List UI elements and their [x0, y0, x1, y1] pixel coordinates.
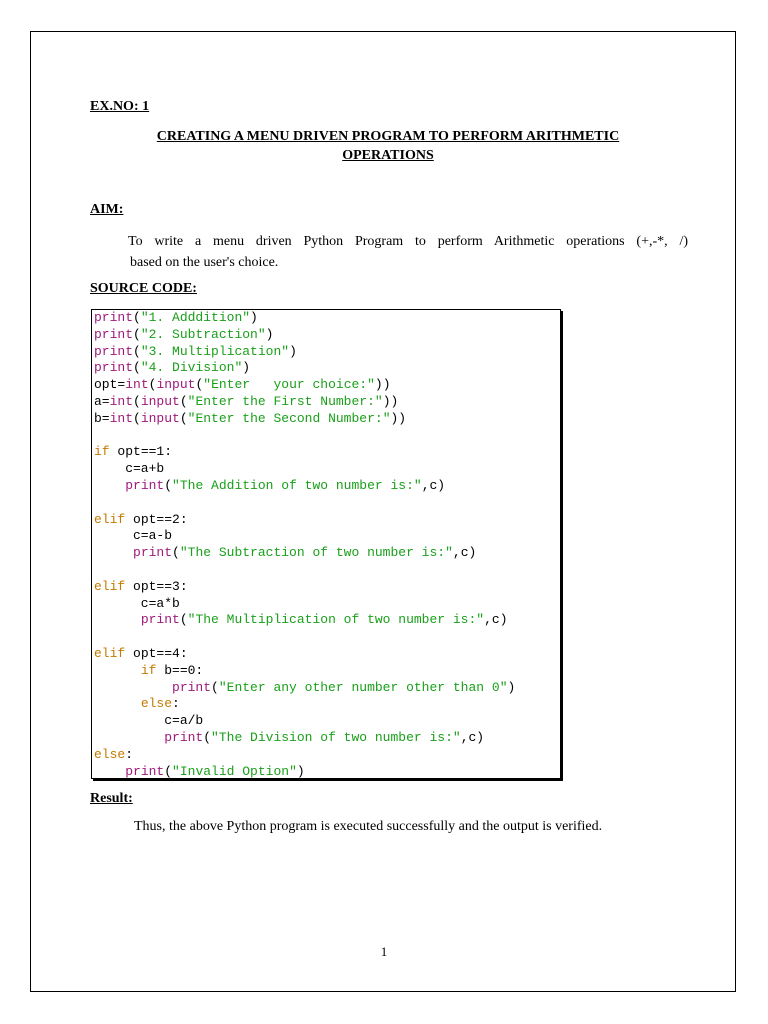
code-line	[94, 360, 515, 377]
code-token: "Enter your choice:"	[203, 377, 375, 393]
code-token: c=a/b	[94, 713, 204, 729]
code-token: int	[109, 410, 134, 426]
code-line	[94, 713, 515, 730]
code-line	[94, 428, 515, 445]
code-token: int	[125, 377, 149, 393]
code-token: opt==3:	[125, 578, 188, 594]
document-title	[90, 127, 686, 165]
code-token: ,c)	[460, 729, 485, 745]
code-token: "4. Division"	[140, 360, 243, 376]
source-code	[94, 310, 515, 780]
code-token	[94, 612, 141, 627]
code-token: "The Addition of two number is:"	[172, 477, 422, 493]
title-line-1: CREATING A MENU DRIVEN PROGRAM TO PERFORM ARITHMETIC	[156, 129, 620, 144]
code-token: elif	[94, 578, 126, 594]
code-token: (	[164, 763, 173, 779]
code-line	[94, 327, 515, 344]
source-code-box	[91, 309, 561, 779]
code-token: print	[172, 679, 212, 695]
result-text: Thus, the above Python program is executed successfully and the output is verified.	[134, 819, 603, 834]
code-token: "1. Adddition"	[140, 310, 251, 325]
source-code-heading: SOURCE CODE:	[90, 281, 197, 296]
code-token: "2. Subtraction"	[140, 326, 266, 342]
code-token: "The Subtraction of two number is:"	[179, 545, 453, 561]
code-token: "3. Multiplication"	[140, 343, 290, 359]
code-token: "Invalid Option"	[172, 763, 297, 779]
code-line	[94, 612, 515, 629]
code-token: opt==1:	[109, 444, 173, 460]
code-line	[94, 461, 515, 478]
code-line	[94, 663, 515, 680]
code-token: else	[94, 746, 126, 762]
code-token	[94, 696, 141, 711]
code-token: (	[203, 729, 212, 745]
code-line	[94, 545, 515, 562]
code-token: )	[289, 343, 297, 359]
code-token: (	[133, 343, 141, 359]
code-token: (	[179, 393, 188, 409]
code-token	[94, 764, 125, 779]
code-token: (	[179, 410, 188, 426]
code-token: :	[125, 746, 134, 762]
code-token: ,c)	[452, 545, 477, 561]
code-token: b==0:	[156, 662, 204, 678]
code-token: print	[94, 360, 134, 376]
code-token: (	[172, 545, 180, 561]
code-line	[94, 411, 515, 428]
code-token	[94, 545, 133, 560]
code-token: print	[94, 343, 134, 359]
code-token	[94, 730, 164, 745]
code-token: :	[172, 696, 180, 712]
code-token: opt==2:	[125, 511, 188, 527]
code-token: b=	[94, 410, 110, 426]
code-line	[94, 344, 515, 361]
code-token: if	[94, 444, 110, 460]
code-token: "Enter the Second Number:"	[187, 410, 391, 426]
code-token: c=a+b	[94, 461, 165, 477]
code-line	[94, 562, 515, 579]
code-line	[94, 377, 515, 394]
code-token: (	[195, 377, 204, 393]
code-token: print	[94, 326, 134, 342]
code-token: )	[296, 763, 305, 779]
code-token: "The Division of two number is:"	[211, 729, 461, 745]
code-token: opt=	[94, 377, 126, 393]
code-token: int	[109, 393, 134, 409]
result-heading: Result:	[90, 791, 133, 806]
code-token: elif	[94, 645, 126, 661]
code-token: )	[507, 679, 516, 695]
aim-line-2: based on the user's choice.	[130, 255, 279, 270]
code-token: ))	[390, 410, 407, 426]
code-token: (	[133, 326, 141, 342]
code-token: input	[140, 393, 180, 409]
code-token: ))	[382, 393, 399, 409]
code-line	[94, 596, 515, 613]
aim-heading: AIM:	[90, 202, 124, 217]
code-token: (	[133, 360, 141, 376]
code-line	[94, 629, 515, 646]
code-line	[94, 730, 515, 747]
code-token: print	[125, 763, 165, 779]
code-token: "Enter any other number other than 0"	[218, 679, 508, 695]
code-token: (	[148, 377, 157, 393]
code-line	[94, 764, 515, 781]
code-token: ,c)	[421, 477, 446, 493]
code-token: c=a*b	[94, 595, 180, 611]
title-line-2: OPERATIONS	[342, 148, 434, 163]
code-token: (	[133, 310, 141, 325]
code-token: )	[250, 310, 258, 325]
code-token: )	[265, 326, 274, 342]
code-line	[94, 528, 515, 545]
code-token: input	[140, 410, 180, 426]
code-token: print	[140, 612, 180, 628]
code-token: "The Multiplication of two number is:"	[187, 612, 485, 628]
code-token: )	[242, 360, 251, 376]
code-line	[94, 310, 515, 327]
code-line	[94, 478, 515, 495]
exercise-number: EX.NO: 1	[90, 99, 150, 114]
code-token: "Enter the First Number:"	[187, 393, 383, 409]
code-token: print	[133, 545, 173, 561]
code-line	[94, 512, 515, 529]
code-line	[94, 696, 515, 713]
code-token: print	[125, 477, 165, 493]
code-token: (	[164, 477, 173, 493]
code-token: ))	[374, 377, 391, 393]
code-token: (	[133, 393, 141, 409]
code-line	[94, 680, 515, 697]
code-token	[94, 478, 125, 493]
code-token: (	[211, 679, 219, 695]
code-token: elif	[94, 511, 126, 527]
code-token: (	[179, 612, 188, 628]
aim-line-1: To write a menu driven Python Program to perform Arithmetic operations (+,-*, /)	[128, 234, 688, 249]
code-token: ,c)	[484, 612, 508, 628]
code-token: (	[133, 410, 141, 426]
code-token	[94, 680, 172, 695]
page-number: 1	[380, 944, 388, 959]
code-line	[94, 444, 515, 461]
code-token: else	[140, 696, 173, 712]
code-line	[94, 394, 515, 411]
code-line	[94, 495, 515, 512]
code-line	[94, 646, 515, 663]
code-token: opt==4:	[125, 645, 188, 661]
code-token: print	[164, 729, 204, 745]
code-token: print	[94, 310, 134, 325]
aim-paragraph	[128, 231, 688, 273]
code-token: if	[140, 662, 157, 678]
code-token: input	[156, 377, 196, 393]
code-token: a=	[94, 393, 110, 409]
code-line	[94, 579, 515, 596]
code-token	[94, 663, 141, 678]
code-token: c=a-b	[94, 528, 173, 544]
code-line	[94, 747, 515, 764]
